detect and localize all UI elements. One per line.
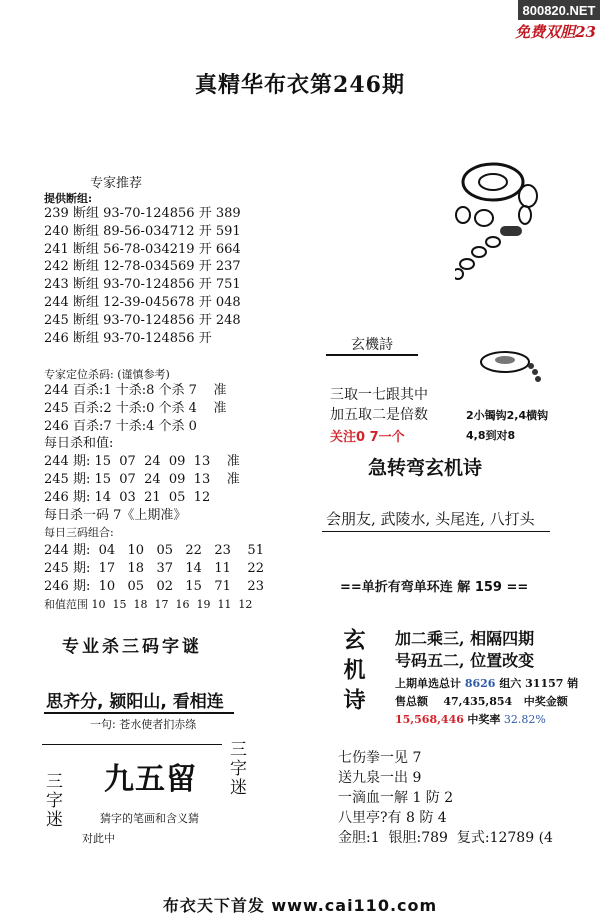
list-item: 244 期: 15 07 24 09 13 准 xyxy=(44,454,240,470)
list-item: 244 百杀:1 十杀:8 个杀 7 准 xyxy=(44,383,227,398)
list-item: 一滴血一解 1 防 2 xyxy=(338,790,454,806)
list-item: 246 断组 93-70-124856 开 xyxy=(44,330,212,346)
turn-line: 会朋友, 武陵水, 头尾连, 八打头 xyxy=(326,510,535,528)
expert-title: 专家推荐 xyxy=(90,176,143,191)
tips-list xyxy=(338,748,553,848)
list-item: 244 断组 12-39-045678 开 048 xyxy=(44,294,241,310)
turn-ring: ==单折有弯单环连 解 159 == xyxy=(340,580,529,595)
riddle3-sentence: 一句: 苍水使者扪赤绦 xyxy=(90,718,197,731)
sum-title: 每日杀和值: xyxy=(44,436,114,452)
xuanji-line2: 号码五二, 位置改变 xyxy=(395,651,535,670)
list-item: 245 期: 17 18 37 14 11 22 xyxy=(44,560,264,576)
site-tag: 800820.NET xyxy=(518,0,600,20)
turn-title: 急转弯玄机诗 xyxy=(368,457,483,479)
kill-list xyxy=(44,382,264,613)
poem-lines xyxy=(330,385,428,425)
xuanji-line1: 加二乘三, 相隔四期 xyxy=(395,629,535,648)
divider xyxy=(42,744,222,745)
list-item: 241 断组 56-78-034219 开 664 xyxy=(44,241,241,257)
riddle3-line: 思齐分, 颍阳山, 看相连 xyxy=(46,692,224,712)
list-item: 金胆:1 银胆:789 复式:12789 (4 xyxy=(338,830,553,846)
two-code-title: 每日三码组合: xyxy=(44,526,114,540)
one-code: 每日杀一码 7《上期准》 xyxy=(44,507,187,523)
divider xyxy=(44,712,234,714)
expert-subtitle: 提供断组: xyxy=(44,192,93,205)
free-double-tag: 免费双胆23 xyxy=(515,22,596,41)
list-item: 246 期: 14 03 21 05 12 xyxy=(44,489,211,505)
list-item: 245 期: 15 07 24 09 13 准 xyxy=(44,471,240,487)
riddle-hint2: 对此中 xyxy=(82,832,115,845)
list-item: 八里亭?有 8 防 4 xyxy=(338,810,447,826)
riddle-hint: 猜字的笔画和含义猜 xyxy=(100,812,199,825)
riddle-side-left: 三字迷 xyxy=(42,772,62,829)
riddle-big: 九五留 xyxy=(104,762,197,797)
list-item: 送九泉一出 9 xyxy=(338,770,422,786)
kill-title: 专家定位杀码: (谨慎参考) xyxy=(44,368,170,381)
page-title: 真精华布衣第246期 xyxy=(195,72,405,98)
poem-side2: 4,8到对8 xyxy=(466,429,516,442)
list-item: 245 百杀:2 十杀:0 个杀 4 准 xyxy=(44,400,227,416)
expert-list xyxy=(44,205,241,347)
list-item: 243 断组 93-70-124856 开 751 xyxy=(44,277,241,293)
list-item: 239 断组 93-70-124856 开 389 xyxy=(44,206,241,221)
poem-side1: 2小镯钩2,4横钩 xyxy=(466,409,549,422)
list-item: 246 期: 10 05 02 15 71 23 xyxy=(44,578,264,594)
list-item: 246 百杀:7 十杀:4 个杀 0 xyxy=(44,418,197,434)
footer-text: 布衣天下首发 www.cai110.com xyxy=(162,896,438,915)
xuanji-stat1: 上期单选总计 8626 组六 31157 销 xyxy=(395,677,579,690)
sum-range: 和值范围 10 15 18 17 16 19 11 12 xyxy=(44,597,253,611)
xuanji-stat2: 售总额 47,435,854 中奖金额 xyxy=(395,695,568,708)
riddle-side-right: 三字迷 xyxy=(226,740,246,797)
poem-line: 三取一七跟其中 xyxy=(330,387,428,403)
poem-line: 加五取二是倍数 xyxy=(330,407,428,423)
list-item: 244 期: 04 10 05 22 23 51 xyxy=(44,543,264,559)
riddle3-title: 专业杀三码字谜 xyxy=(62,637,202,657)
poem-title: 玄機詩 xyxy=(326,334,418,356)
coin-plate-icon xyxy=(475,344,545,386)
xuanji-vertical: 玄机诗 xyxy=(340,628,366,718)
list-item: 245 断组 93-70-124856 开 248 xyxy=(44,312,241,328)
list-item: 240 断组 89-56-034712 开 591 xyxy=(44,223,241,239)
divider xyxy=(322,531,550,532)
coin-string-icon xyxy=(455,160,555,280)
list-item: 七伤拳一见 7 xyxy=(338,750,422,766)
list-item: 242 断组 12-78-034569 开 237 xyxy=(44,259,241,275)
poem-focus: 关注0 7一个 xyxy=(330,430,405,445)
xuanji-stat3: 15,568,446 中奖率 32.82% xyxy=(395,713,546,726)
